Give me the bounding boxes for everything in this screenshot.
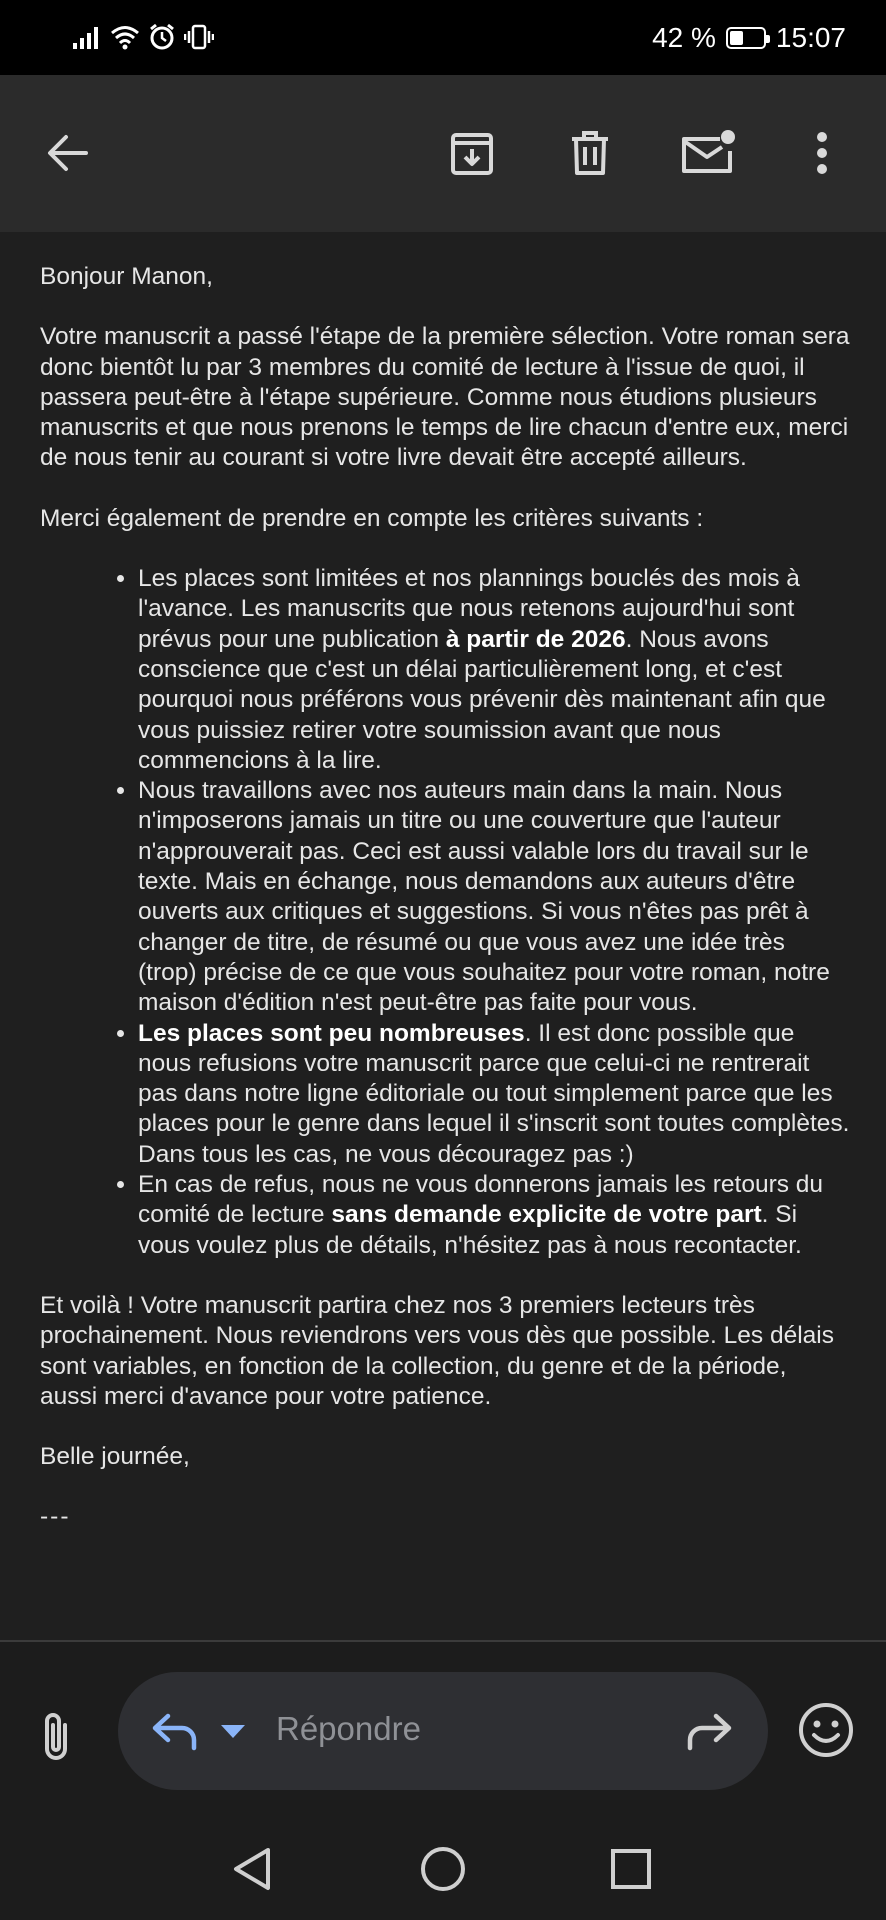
alarm-icon [148,23,176,51]
trash-icon [568,129,612,177]
archive-button[interactable] [432,113,512,193]
reply-label: Répondre [276,1710,421,1747]
criteria-item: • Les places sont limitées et nos plannings bouclés des mois à l'avance. Les manuscrits que nous retenons aujourd'hui sont prévus pour une publication à partir de 2026. Nous avons conscience que c'est un délai particulièrement long, et c'est pourquoi nous préférons vous prévenir dès maintenant afin que vous puissiez retirer votre soumission avant que nous commencions à la lire. [138,564,850,776]
criteria-item: • En cas de refus, nous ne vous donnerons jamais les retours du comité de lecture sans demande explicite de votre part. Si vous voulez plus de détails, n'hésitez pas à nous recontacter. [138,1170,850,1261]
mark-unread-button[interactable] [668,113,748,193]
signal-icon [72,25,102,49]
reply-field[interactable] [118,1672,768,1790]
emoji-icon[interactable] [796,1700,856,1760]
arrow-back-icon [46,131,90,175]
criteria-item: • Nous travaillons avec nos auteurs main dans la main. Nous n'imposerons jamais un titre ou une couverture que l'auteur n'approuverait pas. Ceci est aussi valable lors du travail sur le texte. Mais en échange, nous demandons aux auteurs d'être ouverts aux critiques et suggestions. Si vous n'êtes pas prêt à changer de titre, de résumé ou que vous avez une idée très (trop) précise de ce que vous souhaitez pour votre roman, notre maison d'édition n'est peut-être pas faite pour vous. [138,776,850,1018]
mark-unread-icon [680,129,736,177]
email-greeting: Bonjour Manon, [40,263,213,290]
nav-recents-icon[interactable] [606,1844,656,1894]
more-options-button[interactable] [782,113,862,193]
closing-paragraph: Et voilà ! Votre manuscrit partira chez nos 3 premiers lecteurs très prochainement. Nous reviendrons vers vous dès que possible. Les délais sont variables, en fonction de la collection, du genre et de la période, aussi merci d'avance pour votre patience. [40,1291,834,1410]
wifi-icon [110,24,140,50]
caret-down-icon[interactable] [218,1720,248,1742]
forward-icon[interactable] [684,1706,736,1758]
email-toolbar [0,75,886,232]
vibrate-icon [184,24,214,50]
battery-percent: 42 % [652,22,716,53]
status-bar [0,0,886,75]
criteria-item: • Les places sont peu nombreuses. Il est donc possible que nous refusions votre manuscrit parce que celui-ci ne rentrerait pas dans notre ligne éditoriale ou tout simplement parce que les places pour le genre dans lequel il s'inscrit sont toutes complètes. Dans tous les cas, ne vous découragez pas :) [138,1019,850,1170]
email-body [40,262,850,1632]
more-vert-icon [816,131,828,175]
back-button[interactable] [28,113,108,193]
paperclip-icon [39,1709,73,1765]
signature-separator: --- [40,1503,71,1531]
attach-button[interactable] [30,1702,82,1772]
delete-button[interactable] [550,113,630,193]
clock: 15:07 [775,22,846,53]
status-icons [72,22,214,52]
nav-back-icon[interactable] [228,1844,278,1894]
sign-off: Belle journée, [40,1443,190,1471]
battery-level [730,31,743,45]
criteria-intro: Merci également de prendre en compte les critères suivants : [40,504,704,532]
system-nav-bar [0,1816,886,1920]
status-right [652,18,846,58]
email-paragraph: Votre manuscrit a passé l'étape de la première sélection. Votre roman sera donc bientôt lu par 3 membres du comité de lecture à l'issue de quoi, il passera peut-être à l'étape supérieure. Comme nous étudions plusieurs manuscrits et que nous prenons le temps de lire chacun d'entre eux, merci de nous tenir au courant si votre livre devait être accepté ailleurs. [40,323,850,472]
criteria-list [40,564,850,1261]
nav-home-icon[interactable] [418,1844,468,1894]
reply-icon[interactable] [148,1706,200,1758]
battery-icon [726,27,766,49]
archive-icon [448,129,496,177]
